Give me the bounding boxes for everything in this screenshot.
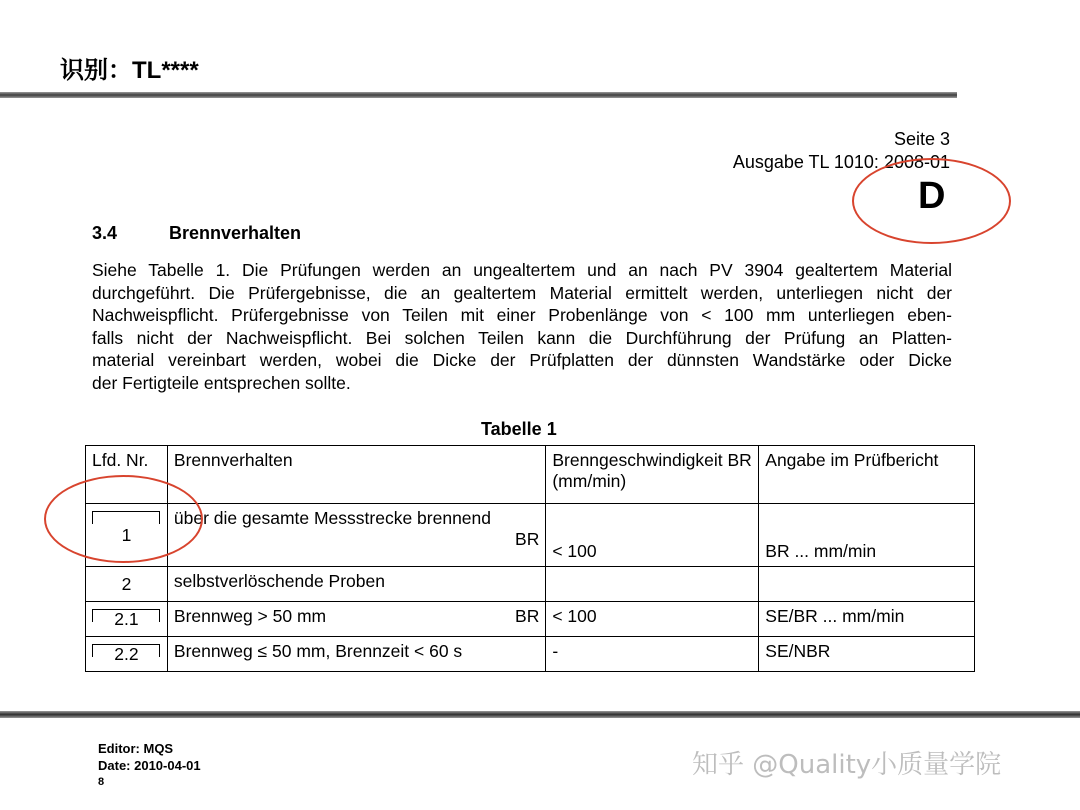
bottom-divider (0, 711, 1080, 718)
row-number: 2.1 (114, 608, 139, 629)
edition-label: Ausgabe TL 1010: 2008-01 (732, 152, 950, 172)
table-caption: Tabelle 1 (481, 419, 557, 439)
behavior-cell (167, 602, 545, 637)
behavior-text: über die gesamte Messstrecke brennend (173, 508, 492, 528)
row-number-cell (86, 637, 168, 672)
table-row (86, 567, 975, 602)
header-behavior: Brennverhalten (167, 446, 545, 504)
section-paragraph (92, 259, 952, 394)
letter-highlight-ellipse (852, 158, 1011, 244)
behavior-tag: BR (515, 606, 540, 626)
footer-editor: Editor: MQS (98, 741, 174, 756)
row-number-cell (86, 602, 168, 637)
page-label: Seite 3 (893, 129, 950, 149)
watermark: 知乎 @Quality小质量学院 (692, 750, 1002, 780)
behavior-tag: BR (515, 529, 540, 549)
table-row (86, 602, 975, 637)
speed-cell: - (546, 637, 759, 672)
bracket-mark (92, 609, 160, 622)
header-nr: Lfd. Nr. (86, 446, 168, 504)
row-highlight-ellipse (44, 475, 203, 563)
row-number: 1 (121, 524, 132, 545)
paragraph-line: material vereinbart werden, wobei die Dicke der Prüfplatten der dünnsten Wandstärke oder Dicke (92, 350, 952, 370)
paragraph-line: Siehe Tabelle 1. Die Prüfungen werden an ungealtertem und an nach PV 3904 gealtertem Material (92, 260, 952, 280)
behavior-text: Brennweg > 50 mm (173, 606, 327, 626)
footer (98, 740, 201, 791)
behavior-cell: selbstverlöschende Proben (167, 567, 545, 602)
behavior-cell: Brennweg ≤ 50 mm, Brennzeit < 60 s (167, 637, 545, 672)
document-letter: D (918, 175, 946, 217)
header-report: Angabe im Prüfbericht (759, 446, 975, 504)
top-divider (0, 92, 957, 98)
paragraph-line: falls nicht der Nachweispflicht. Bei solchen Teilen kann die Durchführung der Prüfung an Platten- (92, 327, 952, 348)
paragraph-line: durchgeführt. Die Prüfergebnisse, die an gealtertem Material ermittelt werden, unterliegen nicht der (92, 282, 952, 303)
speed-cell (546, 567, 759, 602)
section-title: Brennverhalten (169, 223, 302, 243)
paragraph-line: Nachweispflicht. Prüfergebnisse von Teilen mit einer Probenlänge von < 100 mm unterliegen eben- (92, 305, 952, 325)
speed-cell: < 100 (546, 602, 759, 637)
table-header-row (86, 446, 975, 504)
burn-behavior-table (85, 445, 975, 672)
report-cell (759, 567, 975, 602)
footer-date: Date: 2010-04-01 (98, 758, 201, 773)
bracket-mark (92, 644, 160, 657)
paragraph-line: der Fertigteile entsprechen sollte. (92, 372, 351, 393)
section-number: 3.4 (92, 223, 118, 243)
row-number-cell (86, 567, 168, 602)
header-speed: Brenngeschwindigkeit BR (mm/min) (546, 446, 759, 504)
row-number: 2.2 (114, 643, 139, 664)
table-row (86, 637, 975, 672)
behavior-cell (167, 504, 545, 567)
report-cell: SE/BR ... mm/min (759, 602, 975, 637)
report-cell: BR ... mm/min (759, 504, 975, 567)
table-row (86, 504, 975, 567)
slide-title: 识别：TL**** (60, 57, 199, 84)
footer-page-number: 8 (98, 776, 105, 788)
report-cell: SE/NBR (759, 637, 975, 672)
row-number: 2 (121, 573, 132, 594)
speed-cell: < 100 (546, 504, 759, 567)
